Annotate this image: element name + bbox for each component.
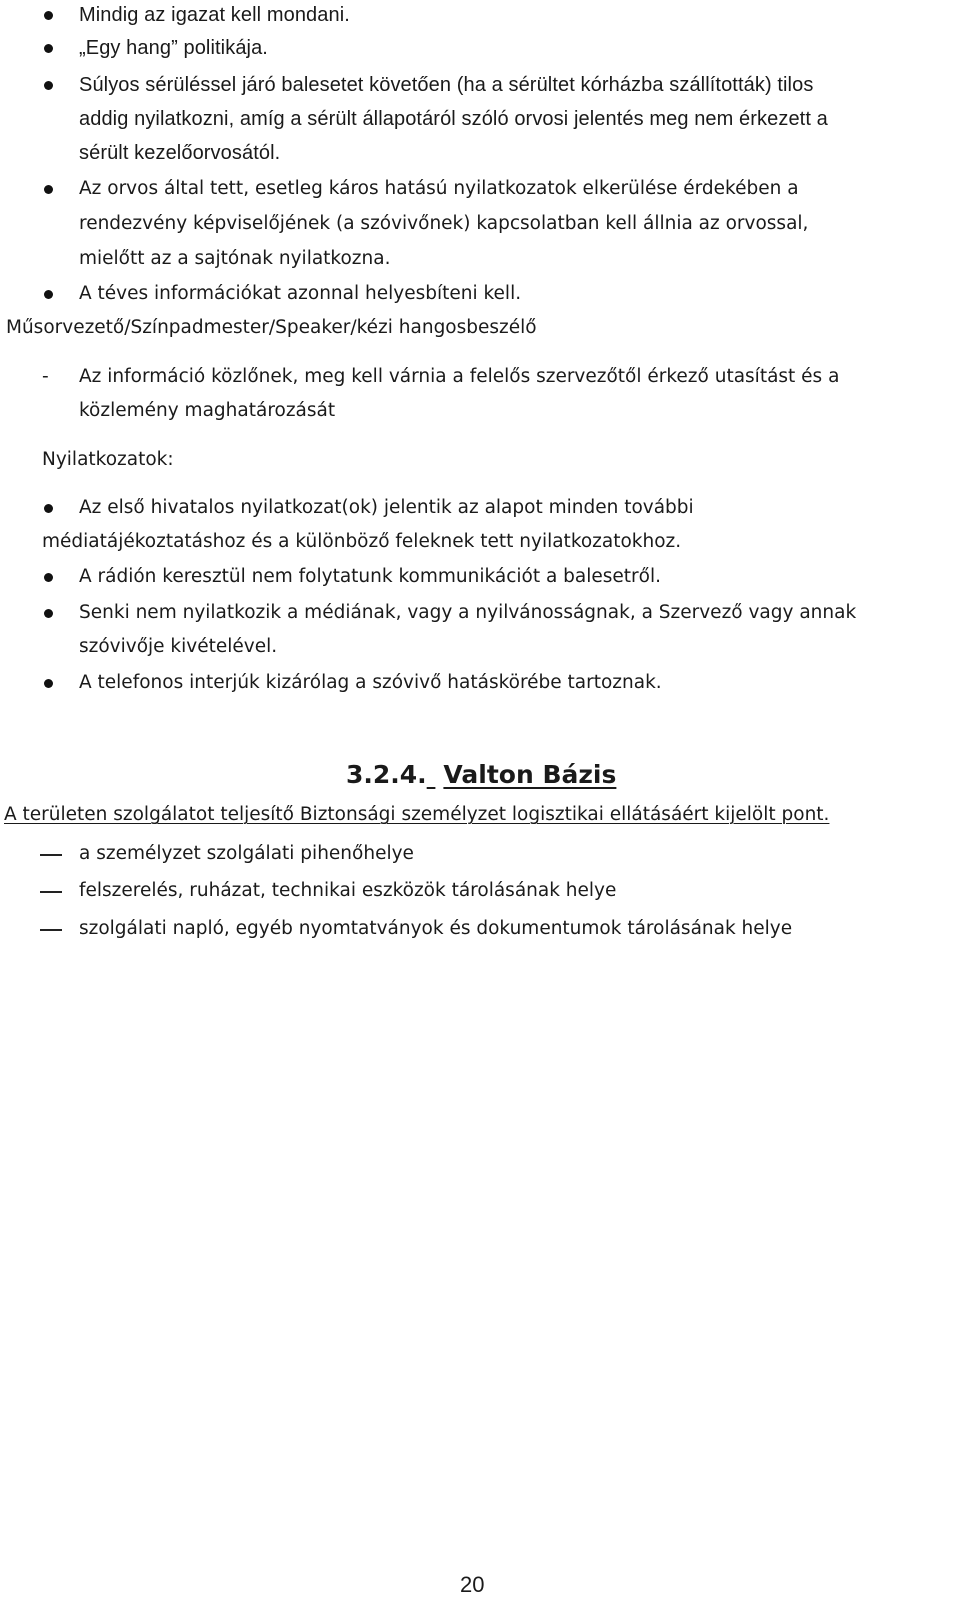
dash-marker: - bbox=[42, 366, 49, 387]
bullet-icon bbox=[44, 81, 53, 90]
list-item: A rádión keresztül nem folytatunk kommunikációt a balesetről. bbox=[79, 566, 662, 587]
bullet-icon bbox=[44, 573, 53, 582]
section-number: 3.2.4. bbox=[346, 760, 427, 789]
list-item-continuation: mielőtt az a sajtónak nyilatkozna. bbox=[79, 248, 391, 269]
bullet-icon bbox=[44, 679, 53, 688]
list-item: A telefonos interjúk kizárólag a szóvivő hatáskörébe tartoznak. bbox=[79, 672, 662, 693]
page-number: 20 bbox=[460, 1572, 485, 1597]
dash-icon bbox=[40, 929, 62, 931]
list-item-continuation: rendezvény képviselőjének (a szóvivőnek) kapcsolatban kell állnia az orvossal, bbox=[79, 213, 809, 234]
list-item: „Egy hang” politikája. bbox=[79, 37, 268, 59]
list-item: szolgálati napló, egyéb nyomtatványok és dokumentumok tárolásának helye bbox=[79, 918, 793, 939]
roles-heading: Műsorvezető/Színpadmester/Speaker/kézi hangosbeszélő bbox=[6, 317, 537, 338]
list-item: Súlyos sérüléssel járó balesetet követően (ha a sérültet kórházba szállították) tilos bbox=[79, 74, 814, 96]
list-item: A téves információkat azonnal helyesbíteni kell. bbox=[79, 283, 522, 304]
list-item: Senki nem nyilatkozik a médiának, vagy a nyilvánosságnak, a Szervező vagy annak bbox=[79, 602, 857, 623]
bullet-icon bbox=[44, 11, 53, 20]
statements-label: Nyilatkozatok: bbox=[42, 449, 174, 470]
section-intro: A területen szolgálatot teljesítő Biztonsági személyzet logisztikai ellátásáért kijelölt pont. bbox=[4, 804, 830, 825]
section-heading bbox=[346, 760, 616, 790]
list-item: felszerelés, ruházat, technikai eszközök tárolásának helye bbox=[79, 880, 617, 901]
list-item-continuation: sérült kezelőorvosától. bbox=[79, 142, 281, 164]
bullet-icon bbox=[44, 44, 53, 53]
section-title: Valton Bázis bbox=[443, 760, 617, 789]
list-item: Az első hivatalos nyilatkozat(ok) jelentik az alapot minden további bbox=[79, 497, 694, 518]
dash-item-text: Az információ közlőnek, meg kell várnia a felelős szervezőtől érkező utasítást és a bbox=[79, 366, 840, 387]
dash-icon bbox=[40, 854, 62, 856]
list-item: Az orvos által tett, esetleg káros hatású nyilatkozatok elkerülése érdekében a bbox=[79, 178, 799, 199]
list-item-continuation: médiatájékoztatáshoz és a különböző feleknek tett nyilatkozatokhoz. bbox=[42, 531, 682, 552]
list-item-continuation: addig nyilatkozni, amíg a sérült állapotáról szóló orvosi jelentés meg nem érkezett a bbox=[79, 108, 828, 130]
bullet-icon bbox=[44, 290, 53, 299]
dash-icon bbox=[40, 891, 62, 893]
list-item: a személyzet szolgálati pihenőhelye bbox=[79, 843, 414, 864]
bullet-icon bbox=[44, 504, 53, 513]
bullet-icon bbox=[44, 609, 53, 618]
dash-item-continuation: közlemény maghatározását bbox=[79, 400, 336, 421]
list-item: Mindig az igazat kell mondani. bbox=[79, 4, 350, 26]
list-item-continuation: szóvivője kivételével. bbox=[79, 636, 278, 657]
bullet-icon bbox=[44, 185, 53, 194]
